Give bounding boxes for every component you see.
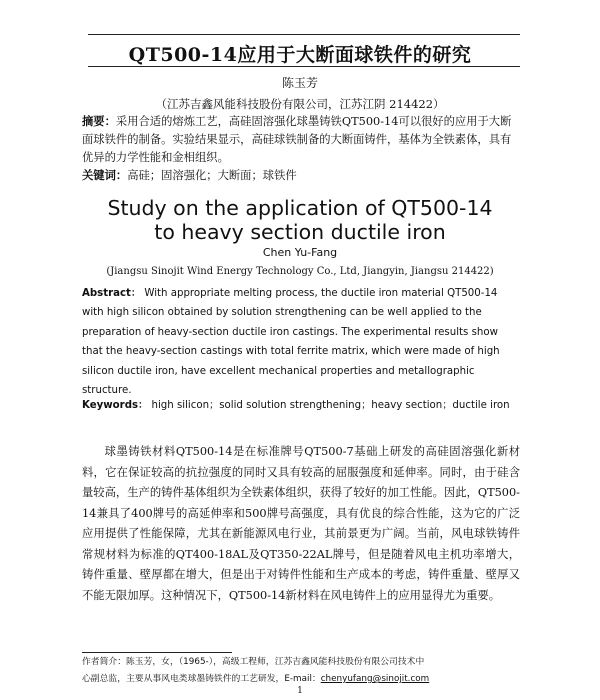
body-paragraph: 球墨铸铁材料QT500-14是在标准牌号QT500-7基础上研发的高硅固溶强化新材料，它在保证较高的抗拉强度的同时又具有较高的屈服强度和延伸率。同时，由于硅含量较高，生产的铸件基体组织为全铁素体组织，获得了较好的加工性能。因此，QT500-14兼具了400牌号的高延伸率和500牌号高强度，具有优良的综合性能，这为它的广泛应用提供了性能保障，尤其在新能源风电行业，其前景更为广阔。当前，风电球铁铸件常规材料为标准的QT400-18AL及QT350-22AL牌号，但是随着风电主机功率增大，铸件重量、壁厚都在增大，但是出于对铸件性能和生产成本的考虑，铸件重量、壁厚又不能无限加厚。这种情况下，QT500-14新材料在风电铸件上的应用显得尤为重要。	[82, 445, 520, 602]
title-chinese: QT500-14应用于大断面球铁件的研究	[128, 44, 472, 66]
top-rule	[88, 34, 520, 35]
page-number: 1	[297, 686, 303, 696]
author-english: Chen Yu-Fang	[262, 246, 338, 259]
affiliation-chinese: （江苏吉鑫风能科技股份有限公司，江苏江阴 214422）	[155, 97, 445, 111]
email-link[interactable]: chenyufang@sinojit.com	[320, 674, 430, 684]
affiliation-english: (Jiangsu Sinojit Wind Energy Technology Co., Ltd, Jiangyin, Jiangsu 214422)	[106, 266, 494, 277]
footnote-rule	[82, 652, 232, 653]
keywords-chinese	[82, 166, 520, 185]
footnote-line2-text: 心副总监，主要从事风电类球墨铸铁件的工艺研发，E-mail：	[82, 674, 321, 684]
abstract-english-label: Abstract：	[82, 288, 142, 299]
keywords-english	[82, 396, 520, 415]
author-footnote	[82, 654, 522, 688]
keywords-english-text: high silicon；solid solution strengthening；heavy section；ductile iron	[151, 400, 510, 411]
title-rule	[88, 66, 520, 67]
abstract-chinese	[82, 112, 520, 167]
title-english	[0, 196, 600, 244]
abstract-chinese-label: 摘要：	[82, 114, 116, 128]
abstract-chinese-text: 采用合适的熔炼工艺，高硅固溶强化球墨铸铁QT500-14可以很好的应用于大断面球铁件的制备。实验结果显示，高硅球铁制备的大断面铸件，基体为全铁素体，具有优异的力学性能和金相组织。	[82, 115, 512, 164]
footnote-line1: 作者简介：陈玉芳，女，（1965-），高级工程师，江苏吉鑫风能科技股份有限公司技术中	[82, 657, 425, 667]
author-chinese: 陈玉芳	[281, 76, 318, 90]
abstract-english	[82, 284, 520, 400]
keywords-chinese-label: 关键词：	[82, 168, 128, 182]
abstract-english-text: With appropriate melting process, the ductile iron material QT500-14 with high silicon obtained by solution strengthening can be well applied to the preparation of heavy-section ductile iron castings. The experimental results show that the heavy-section castings with total ferrite matrix, which were made of high silicon ductile iron, have excellent mechanical properties and metallographic structure.	[82, 288, 500, 397]
keywords-english-label: Keywords：	[82, 400, 149, 411]
title-english-line2: to heavy section ductile iron	[154, 220, 446, 244]
keywords-chinese-text: 高硅；固溶强化；大断面；球铁件	[127, 169, 297, 182]
title-english-line1: Study on the application of QT500-14	[107, 196, 493, 220]
